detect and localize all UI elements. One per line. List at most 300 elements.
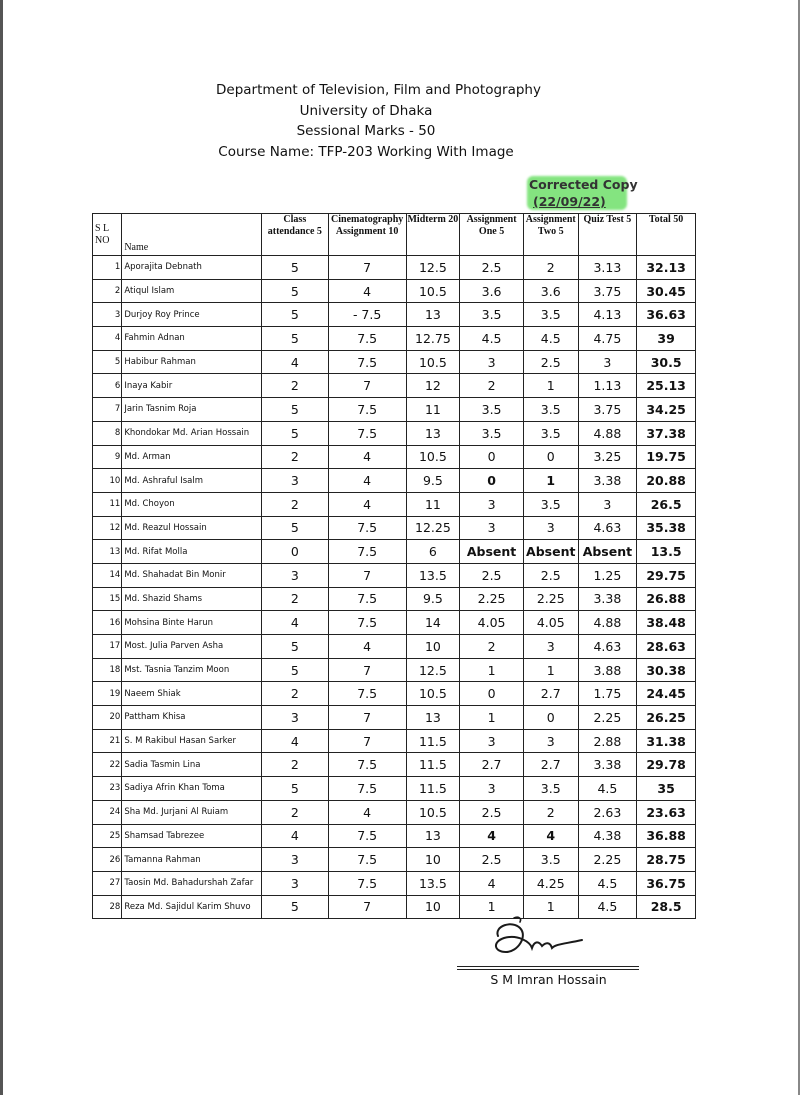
assignment-two-mark: 2.7 — [523, 753, 578, 777]
quiz-test-mark: 2.25 — [578, 848, 637, 872]
assignment-two-mark: 3.5 — [523, 303, 578, 327]
assignment-one-mark: 0 — [460, 445, 524, 469]
midterm-mark: 10.5 — [406, 445, 460, 469]
marks-table-body — [93, 256, 696, 919]
assignment-one-mark: 4 — [460, 871, 524, 895]
student-name: Md. Reazul Hossain — [122, 516, 262, 540]
quiz-test-mark: 4.88 — [578, 421, 637, 445]
total-mark: 20.88 — [637, 469, 696, 493]
total-mark: 31.38 — [637, 729, 696, 753]
assignment-two-mark: 1 — [523, 374, 578, 398]
assignment-one-mark: 2 — [460, 374, 524, 398]
cinematography-mark: 7.5 — [328, 421, 406, 445]
assignment-one-mark: 3 — [460, 350, 524, 374]
corrected-copy-date: (22/09/22) — [533, 194, 606, 209]
total-mark: 32.13 — [637, 256, 696, 280]
serial-number: 4 — [93, 327, 122, 351]
quiz-test-mark: 3 — [578, 492, 637, 516]
total-mark: 34.25 — [637, 398, 696, 422]
class-attendance-mark: 4 — [261, 729, 328, 753]
assignment-one-mark: 2.5 — [460, 563, 524, 587]
serial-number: 14 — [93, 563, 122, 587]
midterm-mark: 11.5 — [406, 729, 460, 753]
student-name: Habibur Rahman — [122, 350, 262, 374]
total-mark: 29.75 — [637, 563, 696, 587]
cinematography-mark: 7.5 — [328, 777, 406, 801]
table-row — [93, 587, 696, 611]
serial-number: 8 — [93, 421, 122, 445]
cinematography-mark: 4 — [328, 800, 406, 824]
cinematography-mark: 7 — [328, 895, 406, 919]
assignment-two-mark: 3 — [523, 729, 578, 753]
assignment-one-mark: 1 — [460, 706, 524, 730]
student-name: Sadiya Afrin Khan Toma — [122, 777, 262, 801]
quiz-test-mark: 3.88 — [578, 658, 637, 682]
assignment-two-mark: 4.05 — [523, 611, 578, 635]
midterm-mark: 13.5 — [406, 871, 460, 895]
assignment-one-mark: 2.5 — [460, 800, 524, 824]
signer-name: S M Imran Hossain — [490, 972, 607, 987]
total-mark: 36.75 — [637, 871, 696, 895]
student-name: Khondokar Md. Arian Hossain — [122, 421, 262, 445]
class-attendance-mark: 5 — [261, 303, 328, 327]
assignment-one-mark: 2.25 — [460, 587, 524, 611]
assignment-two-mark: 3.5 — [523, 398, 578, 422]
student-name: Mst. Tasnia Tanzim Moon — [122, 658, 262, 682]
cinematography-mark: 7.5 — [328, 587, 406, 611]
quiz-test-mark: 4.38 — [578, 824, 637, 848]
table-row — [93, 824, 696, 848]
student-name: Md. Choyon — [122, 492, 262, 516]
cinematography-mark: 4 — [328, 492, 406, 516]
midterm-mark: 12.25 — [406, 516, 460, 540]
assignment-one-mark: 3 — [460, 516, 524, 540]
assignment-two-mark: 3.6 — [523, 279, 578, 303]
assignment-two-mark: 1 — [523, 895, 578, 919]
midterm-mark: 12.5 — [406, 658, 460, 682]
student-name: Md. Arman — [122, 445, 262, 469]
assignment-one-mark: 4.5 — [460, 327, 524, 351]
class-attendance-mark: 5 — [261, 635, 328, 659]
table-row — [93, 421, 696, 445]
table-row — [93, 895, 696, 919]
serial-number: 17 — [93, 635, 122, 659]
midterm-mark: 10 — [406, 635, 460, 659]
class-attendance-mark: 3 — [261, 706, 328, 730]
table-row — [93, 777, 696, 801]
total-mark: 36.88 — [637, 824, 696, 848]
cinematography-mark: - 7.5 — [328, 303, 406, 327]
midterm-mark: 10.5 — [406, 682, 460, 706]
total-mark: 37.38 — [637, 421, 696, 445]
document-header — [216, 80, 541, 162]
column-header-quiz-test: Quiz Test 5 — [578, 214, 637, 256]
class-attendance-mark: 2 — [261, 374, 328, 398]
class-attendance-mark: 4 — [261, 824, 328, 848]
table-row — [93, 398, 696, 422]
cinematography-mark: 7 — [328, 374, 406, 398]
midterm-mark: 10.5 — [406, 350, 460, 374]
table-row — [93, 445, 696, 469]
serial-number: 10 — [93, 469, 122, 493]
assignment-two-mark: 3.5 — [523, 421, 578, 445]
quiz-test-mark: 4.13 — [578, 303, 637, 327]
assignment-one-mark: 2.5 — [460, 848, 524, 872]
class-attendance-mark: 5 — [261, 516, 328, 540]
student-name: S. M Rakibul Hasan Sarker — [122, 729, 262, 753]
student-name: Most. Julia Parven Asha — [122, 635, 262, 659]
class-attendance-mark: 0 — [261, 540, 328, 564]
assignment-two-mark: 1 — [523, 658, 578, 682]
midterm-mark: 11 — [406, 492, 460, 516]
total-mark: 29.78 — [637, 753, 696, 777]
sessional-marks-title: Sessional Marks - 50 — [296, 123, 436, 139]
assignment-two-mark: 3.5 — [523, 848, 578, 872]
assignment-two-mark: 4.25 — [523, 871, 578, 895]
serial-number: 26 — [93, 848, 122, 872]
cinematography-mark: 7.5 — [328, 611, 406, 635]
midterm-mark: 13 — [406, 421, 460, 445]
total-mark: 13.5 — [637, 540, 696, 564]
student-name: Md. Shazid Shams — [122, 587, 262, 611]
student-name: Fahmin Adnan — [122, 327, 262, 351]
assignment-two-mark: 4 — [523, 824, 578, 848]
table-row — [93, 256, 696, 280]
assignment-one-mark: 3.5 — [460, 398, 524, 422]
assignment-one-mark: 4 — [460, 824, 524, 848]
serial-number: 9 — [93, 445, 122, 469]
cinematography-mark: 7.5 — [328, 682, 406, 706]
university-name: University of Dhaka — [299, 102, 433, 119]
assignment-two-mark: 0 — [523, 706, 578, 730]
assignment-one-mark: 2 — [460, 635, 524, 659]
student-name: Md. Shahadat Bin Monir — [122, 563, 262, 587]
assignment-two-mark: 3 — [523, 516, 578, 540]
assignment-two-mark: 2.5 — [523, 563, 578, 587]
total-mark: 35.38 — [637, 516, 696, 540]
class-attendance-mark: 5 — [261, 658, 328, 682]
serial-number: 2 — [93, 279, 122, 303]
quiz-test-mark: 1.25 — [578, 563, 637, 587]
quiz-test-mark: 3.13 — [578, 256, 637, 280]
quiz-test-mark: 3.38 — [578, 587, 637, 611]
midterm-mark: 12.75 — [406, 327, 460, 351]
student-name: Jarin Tasnim Roja — [122, 398, 262, 422]
assignment-two-mark: 0 — [523, 445, 578, 469]
column-header-assignment-two: Assignment Two 5 — [523, 214, 578, 256]
table-row — [93, 753, 696, 777]
total-mark: 39 — [637, 327, 696, 351]
class-attendance-mark: 4 — [261, 611, 328, 635]
class-attendance-mark: 3 — [261, 563, 328, 587]
quiz-test-mark: 2.25 — [578, 706, 637, 730]
quiz-test-mark: Absent — [578, 540, 637, 564]
column-header-midterm: Midterm 20 — [406, 214, 460, 256]
assignment-one-mark: 4.05 — [460, 611, 524, 635]
student-name: Inaya Kabir — [122, 374, 262, 398]
total-mark: 25.13 — [637, 374, 696, 398]
total-mark: 38.48 — [637, 611, 696, 635]
serial-number: 25 — [93, 824, 122, 848]
serial-number: 15 — [93, 587, 122, 611]
assignment-two-mark: 1 — [523, 469, 578, 493]
student-name: Md. Ashraful Isalm — [122, 469, 262, 493]
student-name: Shamsad Tabrezee — [122, 824, 262, 848]
cinematography-mark: 4 — [328, 469, 406, 493]
assignment-one-mark: 3 — [460, 777, 524, 801]
midterm-mark: 14 — [406, 611, 460, 635]
class-attendance-mark: 5 — [261, 327, 328, 351]
student-name: Md. Rifat Molla — [122, 540, 262, 564]
quiz-test-mark: 3.38 — [578, 753, 637, 777]
student-name: Durjoy Roy Prince — [122, 303, 262, 327]
class-attendance-mark: 3 — [261, 871, 328, 895]
assignment-one-mark: 1 — [460, 658, 524, 682]
class-attendance-mark: 2 — [261, 682, 328, 706]
serial-number: 24 — [93, 800, 122, 824]
student-name: Pattham Khisa — [122, 706, 262, 730]
serial-number: 16 — [93, 611, 122, 635]
student-name: Atiqul Islam — [122, 279, 262, 303]
serial-number: 18 — [93, 658, 122, 682]
class-attendance-mark: 5 — [261, 895, 328, 919]
serial-number: 22 — [93, 753, 122, 777]
midterm-mark: 10.5 — [406, 279, 460, 303]
serial-number: 3 — [93, 303, 122, 327]
assignment-one-mark: 3 — [460, 492, 524, 516]
column-header-assignment-one: Assignment One 5 — [460, 214, 524, 256]
cinematography-mark: 7 — [328, 256, 406, 280]
sl-header-line1: S L — [95, 222, 110, 234]
midterm-mark: 12 — [406, 374, 460, 398]
quiz-test-mark: 1.75 — [578, 682, 637, 706]
sl-header-line2: NO — [95, 234, 110, 246]
quiz-test-mark: 3.75 — [578, 398, 637, 422]
class-attendance-mark: 2 — [261, 800, 328, 824]
assignment-one-mark: 1 — [460, 895, 524, 919]
assignment-two-mark: 3.5 — [523, 492, 578, 516]
quiz-test-mark: 2.88 — [578, 729, 637, 753]
table-row — [93, 516, 696, 540]
student-name: Aporajita Debnath — [122, 256, 262, 280]
midterm-mark: 10.5 — [406, 800, 460, 824]
course-name: Course Name: TFP-203 Working With Image — [218, 143, 514, 160]
total-mark: 30.38 — [637, 658, 696, 682]
department-title: Department of Television, Film and Photography — [216, 82, 541, 98]
cinematography-mark: 7.5 — [328, 350, 406, 374]
cinematography-mark: 7.5 — [328, 824, 406, 848]
assignment-one-mark: 2.7 — [460, 753, 524, 777]
midterm-mark: 9.5 — [406, 587, 460, 611]
quiz-test-mark: 4.75 — [578, 327, 637, 351]
midterm-mark: 11.5 — [406, 753, 460, 777]
quiz-test-mark: 2.63 — [578, 800, 637, 824]
column-header-sl — [93, 214, 122, 256]
cinematography-mark: 7.5 — [328, 327, 406, 351]
assignment-two-mark: 3 — [523, 635, 578, 659]
cinematography-mark: 7 — [328, 729, 406, 753]
serial-number: 23 — [93, 777, 122, 801]
quiz-test-mark: 4.88 — [578, 611, 637, 635]
corrected-copy-note — [527, 175, 638, 213]
table-row — [93, 350, 696, 374]
serial-number: 7 — [93, 398, 122, 422]
midterm-mark: 13 — [406, 824, 460, 848]
serial-number: 5 — [93, 350, 122, 374]
serial-number: 21 — [93, 729, 122, 753]
total-mark: 28.63 — [637, 635, 696, 659]
class-attendance-mark: 3 — [261, 469, 328, 493]
class-attendance-mark: 2 — [261, 445, 328, 469]
column-header-cinematography: Cinematography Assignment 10 — [328, 214, 406, 256]
assignment-two-mark: 2.5 — [523, 350, 578, 374]
assignment-two-mark: 2 — [523, 256, 578, 280]
table-row — [93, 540, 696, 564]
table-row — [93, 706, 696, 730]
assignment-one-mark: 0 — [460, 682, 524, 706]
midterm-mark: 13 — [406, 706, 460, 730]
table-row — [93, 800, 696, 824]
total-mark: 24.45 — [637, 682, 696, 706]
cinematography-mark: 4 — [328, 635, 406, 659]
table-row — [93, 611, 696, 635]
serial-number: 13 — [93, 540, 122, 564]
marks-table — [92, 213, 696, 919]
serial-number: 28 — [93, 895, 122, 919]
table-row — [93, 729, 696, 753]
quiz-test-mark: 4.5 — [578, 895, 637, 919]
assignment-one-mark: Absent — [460, 540, 524, 564]
assignment-one-mark: 0 — [460, 469, 524, 493]
midterm-mark: 6 — [406, 540, 460, 564]
handwritten-signature — [484, 912, 594, 962]
serial-number: 6 — [93, 374, 122, 398]
assignment-one-mark: 3.5 — [460, 421, 524, 445]
table-header-row — [93, 214, 696, 256]
midterm-mark: 10 — [406, 848, 460, 872]
assignment-one-mark: 3.5 — [460, 303, 524, 327]
assignment-two-mark: Absent — [523, 540, 578, 564]
total-mark: 35 — [637, 777, 696, 801]
table-row — [93, 492, 696, 516]
scan-edge-left — [0, 0, 3, 1095]
cinematography-mark: 7.5 — [328, 540, 406, 564]
cinematography-mark: 7.5 — [328, 398, 406, 422]
class-attendance-mark: 5 — [261, 256, 328, 280]
student-name: Mohsina Binte Harun — [122, 611, 262, 635]
student-name: Tamanna Rahman — [122, 848, 262, 872]
table-row — [93, 303, 696, 327]
assignment-two-mark: 4.5 — [523, 327, 578, 351]
quiz-test-mark: 3 — [578, 350, 637, 374]
quiz-test-mark: 4.63 — [578, 635, 637, 659]
midterm-mark: 10 — [406, 895, 460, 919]
quiz-test-mark: 4.5 — [578, 871, 637, 895]
cinematography-mark: 7 — [328, 563, 406, 587]
quiz-test-mark: 4.5 — [578, 777, 637, 801]
student-name: Taosin Md. Bahadurshah Zafar — [122, 871, 262, 895]
serial-number: 1 — [93, 256, 122, 280]
serial-number: 19 — [93, 682, 122, 706]
corrected-copy-label: Corrected Copy — [529, 177, 638, 192]
quiz-test-mark: 3.25 — [578, 445, 637, 469]
total-mark: 30.45 — [637, 279, 696, 303]
serial-number: 11 — [93, 492, 122, 516]
cinematography-mark: 7.5 — [328, 516, 406, 540]
midterm-mark: 11 — [406, 398, 460, 422]
total-mark: 28.75 — [637, 848, 696, 872]
serial-number: 20 — [93, 706, 122, 730]
midterm-mark: 11.5 — [406, 777, 460, 801]
cinematography-mark: 7 — [328, 658, 406, 682]
column-header-class-attendance: Class attendance 5 — [261, 214, 328, 256]
total-mark: 28.5 — [637, 895, 696, 919]
column-header-total: Total 50 — [637, 214, 696, 256]
midterm-mark: 13.5 — [406, 563, 460, 587]
cinematography-mark: 7 — [328, 706, 406, 730]
student-name: Sha Md. Jurjani Al Ruiam — [122, 800, 262, 824]
table-row — [93, 563, 696, 587]
total-mark: 36.63 — [637, 303, 696, 327]
student-name: Sadia Tasmin Lina — [122, 753, 262, 777]
class-attendance-mark: 2 — [261, 753, 328, 777]
class-attendance-mark: 5 — [261, 279, 328, 303]
total-mark: 26.5 — [637, 492, 696, 516]
class-attendance-mark: 3 — [261, 848, 328, 872]
assignment-two-mark: 2.7 — [523, 682, 578, 706]
total-mark: 30.5 — [637, 350, 696, 374]
cinematography-mark: 4 — [328, 445, 406, 469]
class-attendance-mark: 5 — [261, 777, 328, 801]
total-mark: 19.75 — [637, 445, 696, 469]
table-row — [93, 682, 696, 706]
serial-number: 12 — [93, 516, 122, 540]
class-attendance-mark: 2 — [261, 587, 328, 611]
table-row — [93, 658, 696, 682]
table-row — [93, 635, 696, 659]
table-row — [93, 871, 696, 895]
table-row — [93, 279, 696, 303]
class-attendance-mark: 2 — [261, 492, 328, 516]
student-name: Reza Md. Sajidul Karim Shuvo — [122, 895, 262, 919]
total-mark: 26.88 — [637, 587, 696, 611]
table-row — [93, 327, 696, 351]
quiz-test-mark: 3.75 — [578, 279, 637, 303]
class-attendance-mark: 4 — [261, 350, 328, 374]
assignment-one-mark: 3.6 — [460, 279, 524, 303]
midterm-mark: 9.5 — [406, 469, 460, 493]
serial-number: 27 — [93, 871, 122, 895]
class-attendance-mark: 5 — [261, 398, 328, 422]
quiz-test-mark: 1.13 — [578, 374, 637, 398]
total-mark: 26.25 — [637, 706, 696, 730]
table-row — [93, 374, 696, 398]
table-row — [93, 848, 696, 872]
cinematography-mark: 4 — [328, 279, 406, 303]
table-row — [93, 469, 696, 493]
assignment-one-mark: 2.5 — [460, 256, 524, 280]
class-attendance-mark: 5 — [261, 421, 328, 445]
assignment-two-mark: 2 — [523, 800, 578, 824]
quiz-test-mark: 3.38 — [578, 469, 637, 493]
midterm-mark: 12.5 — [406, 256, 460, 280]
cinematography-mark: 7.5 — [328, 753, 406, 777]
quiz-test-mark: 4.63 — [578, 516, 637, 540]
cinematography-mark: 7.5 — [328, 871, 406, 895]
midterm-mark: 13 — [406, 303, 460, 327]
column-header-name: Name — [122, 214, 262, 256]
assignment-two-mark: 2.25 — [523, 587, 578, 611]
